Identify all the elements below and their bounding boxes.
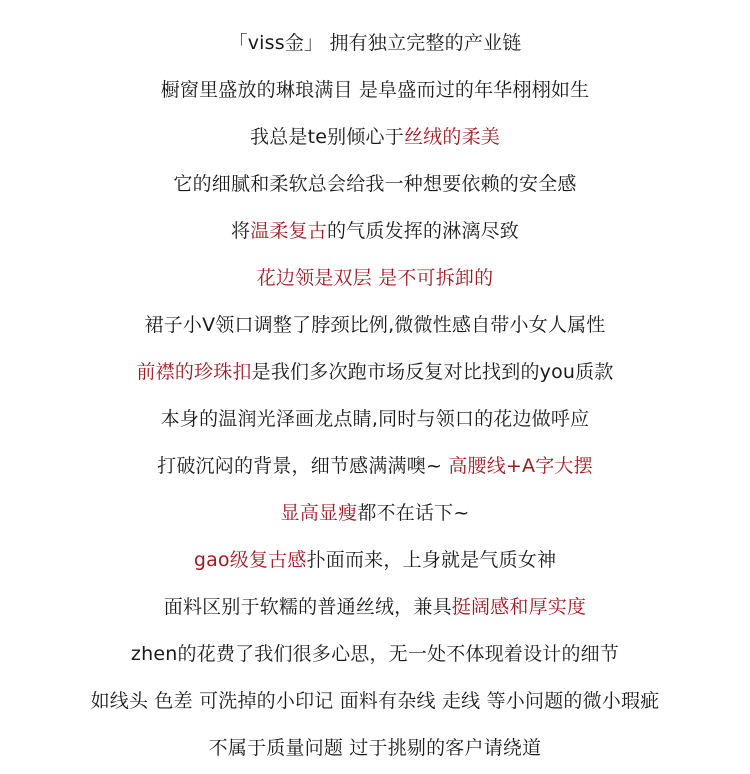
text-segment: 面料区别于软糯的普通丝绒，兼具 [163, 596, 452, 618]
text-segment: zhen的花费了我们很多心思，无一处不体现着设计的细节 [130, 643, 620, 665]
text-line [0, 539, 750, 586]
text-segment: 「viss金」 拥有独立完整的产业链 [228, 32, 522, 54]
highlight-segment: 前襟的珍珠扣 [136, 361, 252, 383]
text-line [0, 398, 750, 445]
text-line [0, 257, 750, 304]
text-line [0, 22, 750, 69]
text-line [0, 633, 750, 680]
text-segment: 不属于质量问题 过于挑剔的客户请绕道 [208, 737, 542, 759]
text-line [0, 69, 750, 116]
text-line [0, 304, 750, 351]
text-segment: 我总是te别倾心于 [250, 126, 404, 148]
text-line [0, 163, 750, 210]
text-line [0, 492, 750, 539]
text-segment: 裙子小V领口调整了脖颈比例,微微性感自带小女人属性 [144, 314, 606, 336]
highlight-segment: 高腰线+A字大摆 [448, 455, 593, 477]
text-segment: 是我们多次跑市场反复对比找到的you质款 [251, 361, 614, 383]
text-segment: 本身的温润光泽画龙点睛,同时与领口的花边做呼应 [160, 408, 590, 430]
text-segment: 的气质发挥的淋漓尽致 [327, 220, 520, 242]
text-segment: 它的细腻和柔软总会给我一种想要依赖的安全感 [173, 173, 577, 195]
text-line [0, 210, 750, 257]
text-line [0, 445, 750, 492]
text-line [0, 727, 750, 774]
highlight-segment: 花边领是双层 是不可拆卸的 [256, 267, 494, 289]
text-line [0, 351, 750, 398]
text-line [0, 586, 750, 633]
highlight-segment: 丝绒的柔美 [403, 126, 500, 148]
highlight-segment: 显高显瘦 [280, 502, 358, 524]
text-line [0, 680, 750, 727]
text-segment: 橱窗里盛放的琳琅满目 是阜盛而过的年华栩栩如生 [160, 79, 590, 101]
highlight-segment: 温柔复古 [250, 220, 327, 242]
text-segment: 将 [230, 220, 251, 242]
text-segment: 如线头 色差 可洗掉的小印记 面料有杂线 走线 等小问题的微小瑕疵 [90, 690, 660, 712]
text-segment: 都不在话下~ [357, 502, 470, 524]
highlight-segment: 挺阔感和厚实度 [451, 596, 587, 618]
highlight-segment: gao级复古感 [193, 549, 307, 571]
text-line [0, 116, 750, 163]
text-segment: 扑面而来，上身就是气质女神 [306, 549, 557, 571]
text-segment: 打破沉闷的背景，细节感满满噢~ [157, 455, 449, 477]
